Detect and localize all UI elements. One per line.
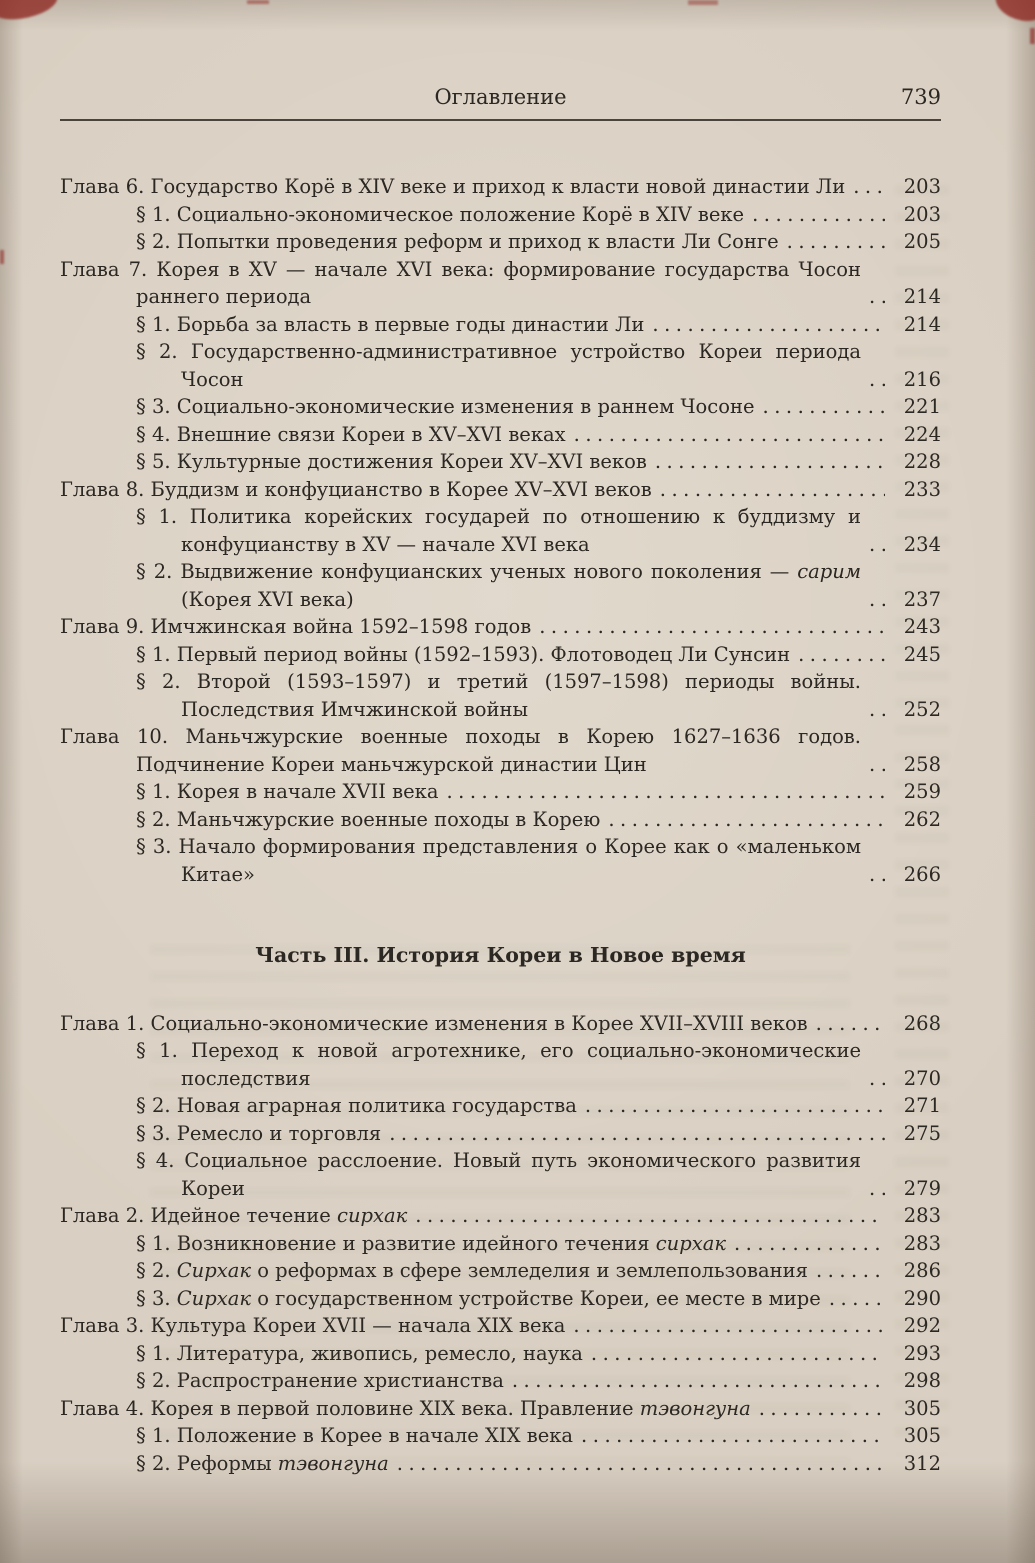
entry-title: § 1. Переход к новой агротехнике, его социально-экономические последствия <box>136 1039 861 1090</box>
entry-page-number: 258 <box>903 752 941 776</box>
dot-leader <box>608 806 885 834</box>
entry-title: § 2. Маньчжурские военные походы в Корею <box>136 807 601 831</box>
toc-entry-chapter <box>60 613 941 641</box>
entry-title: Глава 8. Буддизм и конфуцианство в Корее XV–XVI веков <box>60 477 652 501</box>
entry-page-number: 237 <box>903 587 941 611</box>
entry-page-number: 283 <box>903 1231 941 1255</box>
toc-entry-section <box>136 228 941 256</box>
toc-entry-section <box>136 1285 941 1313</box>
entry-title: Глава 3. Культура Кореи XVII — начала XIX века <box>60 1314 566 1337</box>
edge-stain-right <box>1030 28 1035 44</box>
toc-entry-chapter <box>60 1395 941 1423</box>
entry-page-number: 279 <box>903 1176 941 1200</box>
dot-leader <box>829 1285 885 1313</box>
entry-title: § 2. Сирхак о реформах в сфере земледелия и землепользования <box>136 1259 808 1282</box>
entry-title: Глава 1. Социально-экономические изменения в Корее XVII–XVIII веков <box>60 1011 808 1035</box>
dot-leader <box>869 861 885 889</box>
entry-title: § 1. Корея в начале XVII века <box>136 780 439 803</box>
header-page-number: 739 <box>900 85 941 109</box>
toc-entry-chapter <box>60 723 941 778</box>
dot-leader <box>581 1422 885 1450</box>
dot-leader <box>752 201 885 229</box>
dot-leader <box>573 1312 885 1340</box>
toc-entry-section <box>136 778 941 806</box>
dot-leader <box>652 311 885 339</box>
entry-page-number: 203 <box>903 202 941 226</box>
entry-page-number: 221 <box>903 395 941 418</box>
dot-leader <box>759 1395 885 1423</box>
dot-leader <box>397 1450 885 1478</box>
entry-title: § 1. Положение в Корее в начале XIX века <box>136 1424 574 1447</box>
entry-page-number: 283 <box>903 1204 941 1227</box>
entry-page-number: 234 <box>903 532 941 556</box>
dot-leader <box>787 228 885 256</box>
header-title: Оглавление <box>434 85 567 109</box>
dot-leader <box>798 641 885 669</box>
dot-leader <box>512 1367 885 1395</box>
toc-entry-chapter <box>60 1010 941 1038</box>
entry-page-number: 205 <box>903 230 941 253</box>
toc-entry-section <box>136 311 941 339</box>
entry-title: § 4. Внешние связи Кореи в XV–XVI веках <box>136 422 566 446</box>
entry-page-number: 270 <box>903 1066 941 1090</box>
dot-leader <box>591 1340 885 1368</box>
entry-title: § 1. Первый период войны (1592–1593). Флотоводец Ли Сунсин <box>136 642 791 666</box>
dot-leader <box>869 531 885 559</box>
dot-leader <box>869 1175 885 1203</box>
entry-page-number: 245 <box>903 642 941 666</box>
toc-entry-section <box>136 393 941 421</box>
entry-page-number: 233 <box>903 477 941 501</box>
dot-leader <box>816 1257 885 1285</box>
entry-title: Глава 9. Имчжинская война 1592–1598 годов <box>60 615 532 638</box>
toc-entry-section <box>136 448 941 476</box>
toc-entry-section <box>136 1367 941 1395</box>
entry-page-number: 305 <box>903 1396 941 1420</box>
entry-title: Глава 2. Идейное течение сирхак <box>60 1204 408 1227</box>
toc-entry-section <box>136 1257 941 1285</box>
toc-entry-section <box>136 201 941 229</box>
dot-leader <box>446 778 885 806</box>
entry-title: § 2. Государственно-административное устройство Кореи периода Чосон <box>136 340 861 391</box>
toc-entry-section <box>136 338 941 393</box>
edge-stain-left <box>0 250 4 264</box>
entry-page-number: 228 <box>903 450 941 473</box>
toc-entry-section <box>136 806 941 834</box>
entry-title: § 2. Попытки проведения реформ и приход к власти Ли Сонге <box>136 230 779 253</box>
toc-entry-section <box>136 558 941 613</box>
entry-page-number: 312 <box>903 1451 941 1475</box>
entry-title: § 2. Распространение христианства <box>136 1369 504 1392</box>
toc-entry-section <box>136 1230 941 1258</box>
entry-title: § 3. Ремесло и торговля <box>136 1121 382 1145</box>
entry-page-number: 268 <box>903 1011 941 1035</box>
entry-title: § 2. Второй (1593–1597) и третий (1597–1598) периоды войны. Последствия Имчжинской войны <box>136 670 861 721</box>
entry-title: Глава 7. Корея в XV — начале XVI века: формирование государства Чосон раннего периода <box>60 257 861 308</box>
entry-page-number: 290 <box>903 1286 941 1310</box>
entry-title: § 1. Возникновение и развитие идейного течения сирхак <box>136 1231 726 1255</box>
part-heading: Часть III. История Кореи в Новое время <box>255 943 746 967</box>
entry-page-number: 298 <box>903 1369 941 1392</box>
entry-page-number: 224 <box>903 422 941 446</box>
toc-entry-section <box>136 1340 941 1368</box>
dot-leader <box>389 1120 885 1148</box>
entry-page-number: 203 <box>903 175 941 198</box>
entry-page-number: 252 <box>903 697 941 721</box>
toc-entry-section <box>136 1422 941 1450</box>
entry-title: § 2. Реформы тэвонгуна <box>136 1451 389 1475</box>
entry-title: § 3. Социально-экономические изменения в раннем Чосоне <box>136 395 755 418</box>
entry-title: § 2. Выдвижение конфуцианских ученых нового поколения — сарим (Корея XVI века) <box>136 560 861 611</box>
entry-page-number: 243 <box>903 615 941 638</box>
entry-title: § 2. Новая аграрная политика государства <box>136 1094 577 1117</box>
entry-title: § 3. Начало формирования представления о Корее как о «маленьком Китае» <box>136 835 861 886</box>
edge-stain-top-left <box>0 0 60 22</box>
toc-entry-chapter <box>60 1202 941 1230</box>
dot-leader <box>585 1092 885 1120</box>
entry-title: Глава 10. Маньчжурские военные походы в Корею 1627–1636 годов. Подчинение Кореи маньчжурской династии Цин <box>60 725 861 776</box>
toc-entry-section <box>136 503 941 558</box>
dot-leader <box>869 751 885 779</box>
dot-leader <box>869 696 885 724</box>
toc-entry-section <box>136 641 941 669</box>
entry-title: § 1. Литература, живопись, ремесло, наука <box>136 1341 583 1365</box>
toc-entry-chapter <box>60 173 941 201</box>
table-of-contents <box>60 173 941 1477</box>
entry-title: § 1. Социально-экономическое положение Корё в XIV веке <box>136 202 745 226</box>
entry-title: Глава 6. Государство Корё в XIV веке и приход к власти новой династии Ли <box>60 175 846 198</box>
header-rule <box>60 119 941 121</box>
entry-title: § 1. Политика корейских государей по отношению к буддизму и конфуцианству в XV — начале XVI века <box>136 505 861 556</box>
dot-leader <box>869 283 885 311</box>
entry-page-number: 266 <box>903 862 941 886</box>
toc-entry-section <box>136 421 941 449</box>
toc-entry-section <box>136 1450 941 1478</box>
dot-leader <box>574 421 885 449</box>
edge-stain-top-dash <box>247 0 269 4</box>
running-header <box>60 84 941 110</box>
dot-leader <box>734 1230 885 1258</box>
entry-title: § 1. Борьба за власть в первые годы династии Ли <box>136 312 645 336</box>
dot-leader <box>869 1065 885 1093</box>
dot-leader <box>869 586 885 614</box>
toc-entry-section <box>136 1092 941 1120</box>
dot-leader <box>415 1202 885 1230</box>
toc-entry-section <box>136 833 941 888</box>
edge-stain-top-dash <box>688 0 718 5</box>
entry-page-number: 214 <box>903 285 941 308</box>
toc-entry-section <box>136 1120 941 1148</box>
dot-leader <box>853 173 885 201</box>
entry-title: § 5. Культурные достижения Кореи XV–XVI веков <box>136 450 647 473</box>
dot-leader <box>655 448 885 476</box>
dot-leader <box>660 476 885 504</box>
entry-title: § 3. Сирхак о государственном устройстве Кореи, ее месте в мире <box>136 1286 821 1310</box>
entry-page-number: 286 <box>903 1259 941 1282</box>
dot-leader <box>816 1010 885 1038</box>
entry-page-number: 271 <box>903 1094 941 1117</box>
toc-entry-chapter <box>60 476 941 504</box>
entry-page-number: 259 <box>903 780 941 803</box>
toc-entry-section <box>136 1147 941 1202</box>
entry-page-number: 305 <box>903 1424 941 1447</box>
toc-entry-chapter <box>60 256 941 311</box>
dot-leader <box>869 366 885 394</box>
toc-entry-chapter <box>60 1312 941 1340</box>
entry-page-number: 214 <box>903 312 941 336</box>
entry-page-number: 216 <box>903 367 941 391</box>
dot-leader <box>539 613 885 641</box>
entry-page-number: 292 <box>903 1314 941 1337</box>
entry-title: Глава 4. Корея в первой половине XIX века. Правление тэвонгуна <box>60 1396 751 1420</box>
edge-stain-top-right <box>993 0 1035 24</box>
entry-page-number: 293 <box>903 1341 941 1365</box>
entry-page-number: 275 <box>903 1121 941 1145</box>
toc-entry-section <box>136 1037 941 1092</box>
toc-entry-section <box>136 668 941 723</box>
dot-leader <box>763 393 886 421</box>
entry-page-number: 262 <box>903 807 941 831</box>
entry-title: § 4. Социальное расслоение. Новый путь экономического развития Кореи <box>136 1149 861 1200</box>
